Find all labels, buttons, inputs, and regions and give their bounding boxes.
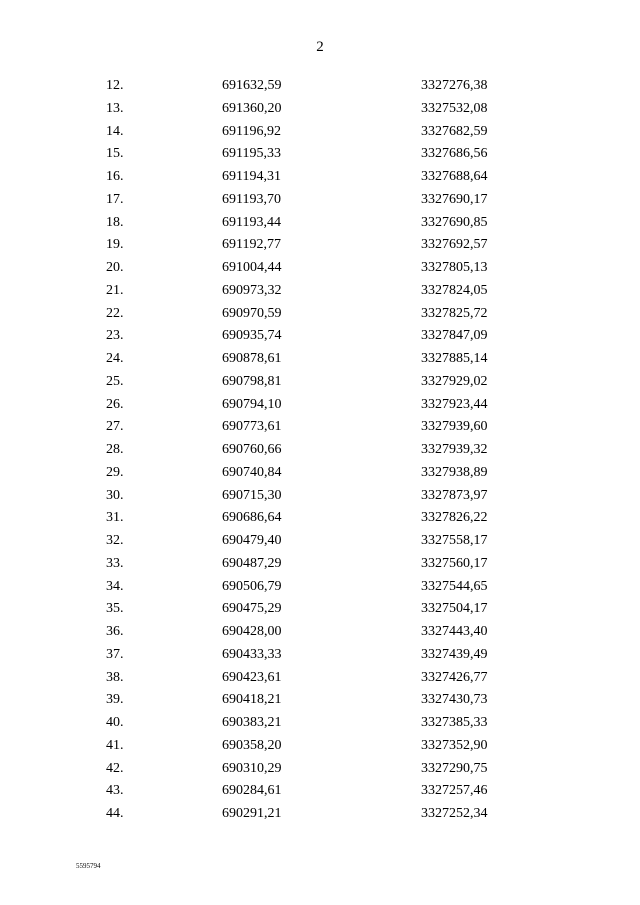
- y-coordinate: 3327929,02: [421, 373, 488, 389]
- x-coordinate: 690284,61: [222, 783, 282, 799]
- point-number: 40.: [106, 715, 124, 730]
- x-coordinate: 690773,61: [222, 419, 282, 435]
- point-number: 33.: [106, 555, 124, 571]
- point-number: 37.: [106, 646, 124, 662]
- point-number: 34.: [106, 578, 124, 594]
- x-coordinate: 690475,29: [222, 601, 282, 617]
- y-coordinate: 3327686,56: [421, 146, 488, 162]
- x-coordinate: 690428,00: [222, 624, 282, 639]
- point-number: 12.: [106, 78, 124, 93]
- x-coordinate: 690383,21: [222, 715, 282, 730]
- point-number: 22.: [106, 305, 124, 321]
- x-coordinate: 690970,59: [222, 305, 282, 321]
- y-coordinate: 3327504,17: [421, 601, 488, 617]
- table-row: [0, 280, 640, 303]
- y-coordinate: 3327558,17: [421, 533, 488, 548]
- point-number: 19.: [106, 237, 124, 253]
- point-number: 28.: [106, 442, 124, 457]
- x-coordinate: 690740,84: [222, 464, 282, 480]
- table-row: [0, 394, 640, 417]
- table-row: [0, 98, 640, 121]
- point-number: 24.: [106, 351, 124, 366]
- point-number: 16.: [106, 169, 124, 184]
- x-coordinate: 691194,31: [222, 169, 281, 184]
- point-number: 32.: [106, 533, 124, 548]
- coordinates-table: [0, 75, 640, 826]
- y-coordinate: 3327439,49: [421, 646, 488, 662]
- table-row: [0, 462, 640, 485]
- point-number: 38.: [106, 669, 124, 685]
- point-number: 20.: [106, 260, 124, 275]
- x-coordinate: 691196,92: [222, 123, 281, 139]
- point-number: 21.: [106, 282, 124, 298]
- table-row: [0, 212, 640, 235]
- point-number: 41.: [106, 737, 124, 753]
- x-coordinate: 690358,20: [222, 737, 282, 753]
- y-coordinate: 3327560,17: [421, 555, 488, 571]
- table-row: [0, 439, 640, 462]
- point-number: 39.: [106, 692, 124, 708]
- y-coordinate: 3327430,73: [421, 692, 488, 708]
- x-coordinate: 690760,66: [222, 442, 282, 457]
- x-coordinate: 690794,10: [222, 396, 282, 412]
- point-number: 43.: [106, 783, 124, 799]
- table-row: [0, 598, 640, 621]
- document-code: 5595794: [76, 862, 101, 870]
- y-coordinate: 3327923,44: [421, 396, 488, 412]
- x-coordinate: 690973,32: [222, 282, 282, 298]
- table-row: [0, 667, 640, 690]
- y-coordinate: 3327426,77: [421, 669, 488, 685]
- x-coordinate: 691360,20: [222, 100, 282, 116]
- y-coordinate: 3327544,65: [421, 578, 488, 594]
- table-row: [0, 189, 640, 212]
- y-coordinate: 3327692,57: [421, 237, 488, 253]
- x-coordinate: 690686,64: [222, 510, 282, 526]
- y-coordinate: 3327939,60: [421, 419, 488, 435]
- table-row: [0, 689, 640, 712]
- y-coordinate: 3327532,08: [421, 100, 488, 116]
- point-number: 36.: [106, 624, 124, 639]
- point-number: 44.: [106, 806, 124, 821]
- point-number: 13.: [106, 100, 124, 116]
- x-coordinate: 691193,70: [222, 191, 281, 207]
- y-coordinate: 3327443,40: [421, 624, 488, 639]
- x-coordinate: 690798,81: [222, 373, 282, 389]
- y-coordinate: 3327873,97: [421, 487, 488, 503]
- table-row: [0, 644, 640, 667]
- x-coordinate: 690506,79: [222, 578, 282, 594]
- table-row: [0, 621, 640, 644]
- x-coordinate: 691192,77: [222, 237, 281, 253]
- point-number: 42.: [106, 760, 124, 776]
- table-row: [0, 348, 640, 371]
- table-row: [0, 530, 640, 553]
- x-coordinate: 691004,44: [222, 260, 282, 275]
- table-row: [0, 257, 640, 280]
- x-coordinate: 690418,21: [222, 692, 282, 708]
- x-coordinate: 690878,61: [222, 351, 282, 366]
- table-row: [0, 75, 640, 98]
- y-coordinate: 3327385,33: [421, 715, 488, 730]
- point-number: 29.: [106, 464, 124, 480]
- y-coordinate: 3327682,59: [421, 123, 488, 139]
- y-coordinate: 3327885,14: [421, 351, 488, 366]
- y-coordinate: 3327690,17: [421, 191, 488, 207]
- table-row: [0, 780, 640, 803]
- point-number: 18.: [106, 214, 124, 230]
- table-row: [0, 416, 640, 439]
- table-row: [0, 485, 640, 508]
- x-coordinate: 690423,61: [222, 669, 282, 685]
- point-number: 35.: [106, 601, 124, 617]
- table-row: [0, 325, 640, 348]
- table-row: [0, 371, 640, 394]
- x-coordinate: 690310,29: [222, 760, 282, 776]
- table-row: [0, 166, 640, 189]
- point-number: 31.: [106, 510, 124, 526]
- x-coordinate: 690487,29: [222, 555, 282, 571]
- y-coordinate: 3327290,75: [421, 760, 488, 776]
- y-coordinate: 3327938,89: [421, 464, 488, 480]
- x-coordinate: 691195,33: [222, 146, 281, 162]
- table-row: [0, 712, 640, 735]
- x-coordinate: 690291,21: [222, 806, 282, 821]
- table-row: [0, 576, 640, 599]
- y-coordinate: 3327688,64: [421, 169, 488, 184]
- y-coordinate: 3327805,13: [421, 260, 488, 275]
- y-coordinate: 3327939,32: [421, 442, 488, 457]
- table-row: [0, 303, 640, 326]
- point-number: 27.: [106, 419, 124, 435]
- point-number: 17.: [106, 191, 124, 207]
- point-number: 26.: [106, 396, 124, 412]
- x-coordinate: 690935,74: [222, 328, 282, 344]
- table-row: [0, 553, 640, 576]
- page-number: 2: [316, 39, 324, 55]
- y-coordinate: 3327825,72: [421, 305, 488, 321]
- y-coordinate: 3327690,85: [421, 214, 488, 230]
- point-number: 25.: [106, 373, 124, 389]
- x-coordinate: 690433,33: [222, 646, 282, 662]
- table-row: [0, 121, 640, 144]
- point-number: 14.: [106, 123, 124, 139]
- table-row: [0, 758, 640, 781]
- table-row: [0, 143, 640, 166]
- y-coordinate: 3327847,09: [421, 328, 488, 344]
- point-number: 23.: [106, 328, 124, 344]
- y-coordinate: 3327276,38: [421, 78, 488, 93]
- x-coordinate: 690479,40: [222, 533, 282, 548]
- point-number: 30.: [106, 487, 124, 503]
- table-row: [0, 234, 640, 257]
- table-row: [0, 735, 640, 758]
- y-coordinate: 3327824,05: [421, 282, 488, 298]
- point-number: 15.: [106, 146, 124, 162]
- table-row: [0, 803, 640, 826]
- y-coordinate: 3327352,90: [421, 737, 488, 753]
- y-coordinate: 3327252,34: [421, 806, 488, 821]
- y-coordinate: 3327826,22: [421, 510, 488, 526]
- x-coordinate: 691632,59: [222, 78, 282, 93]
- y-coordinate: 3327257,46: [421, 783, 488, 799]
- x-coordinate: 691193,44: [222, 214, 281, 230]
- table-row: [0, 507, 640, 530]
- x-coordinate: 690715,30: [222, 487, 282, 503]
